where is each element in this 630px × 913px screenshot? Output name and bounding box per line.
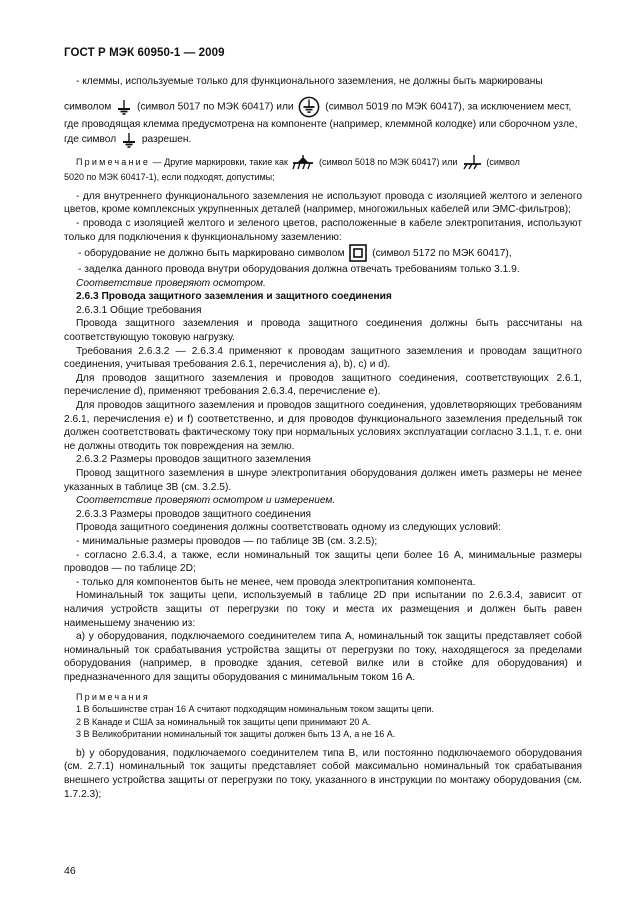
- paragraph: - провода с изоляцией желтого и зеленого цветов, расположенные в кабеле электропитания, используют только для подключения к функциональному заземлению:: [64, 217, 582, 243]
- text: (символ: [486, 157, 520, 168]
- paragraph: [64, 75, 582, 89]
- text: (символ 5018 по МЭК 60417) или: [318, 157, 458, 168]
- text: где символ: [64, 134, 117, 146]
- list-item: - согласно 2.6.3.4, а также, если номинальный ток защиты цепи более 16 А, минимальные размеры проводов — по таблице 2D;: [64, 549, 582, 575]
- subsection-heading: 2.6.3.1 Общие требования: [76, 304, 202, 316]
- protective-earth-symbol-icon: [298, 96, 320, 118]
- paragraph: Для проводов защитного заземления и проводов защитного соединения, соответствующих 2.6.1, перечисление d), применяют требования 2.6.3.4, перечисление e).: [64, 372, 582, 398]
- subsection-heading: 2.6.3.3 Размеры проводов защитного соединения: [76, 508, 312, 520]
- list-item: b) у оборудования, подключаемого соединителем типа В, или постоянно подключаемого оборудования (см. 2.7.1) номинальный ток защиты представляет собой максимально номинальный ток срабатывания внешнего устройства защиты от перегрузки по току, указанного в инструкции по монтажу оборудования (см. 1.7.2.3);: [64, 747, 582, 800]
- note-item: 2 В Канаде и США за номинальный ток защиты цепи принимают 20 А.: [76, 716, 371, 727]
- list-item: - только для компонентов быть не менее, чем провода электропитания компонента.: [76, 576, 476, 588]
- text: — Другие маркировки, такие как: [152, 157, 288, 168]
- note: [64, 154, 582, 171]
- paragraph: - заделка данного провода внутри оборудования должна отвечать требованиям только 3.1.9.: [78, 264, 520, 276]
- document-header: ГОСТ Р МЭК 60950-1 — 2009: [64, 47, 225, 59]
- note-continued: [64, 171, 582, 183]
- paragraph: - для внутреннего функционального заземления не используют провода с изоляцией желтого и зеленого цветов, кроме комплексных укрупненных деталей (например, многожильных кабелей или ЭМС-фильтров);: [64, 190, 582, 216]
- note-item: 3 В Великобритании номинальный ток защиты должен быть 13 А, а не 16 А.: [76, 729, 396, 740]
- list-item: - минимальные размеры проводов — по таблице 3В (см. 3.2.5);: [76, 535, 378, 547]
- page-content: [64, 75, 582, 801]
- frame-chassis-symbol-icon: [292, 154, 314, 171]
- text: (символ 5017 по МЭК 60417) или: [136, 101, 294, 113]
- equipotentiality-symbol-icon: [462, 154, 482, 171]
- earth-symbol-icon: [116, 99, 132, 115]
- note-item: 1 В большинстве стран 16 А считают подходящим номинальным током защиты цепи.: [76, 704, 434, 715]
- paragraph: Провода защитного заземления и провода защитного соединения должны быть рассчитаны на соответствующую токовую нагрузку.: [64, 318, 582, 344]
- note-label: Примечание: [76, 157, 151, 168]
- text: где проводящая клемма предусмотрена на компоненте (например, клеммной колодке) или сборочном узле,: [64, 118, 578, 130]
- text: (символ 5172 по МЭК 60417),: [372, 248, 512, 260]
- double-square-symbol-icon: [349, 244, 367, 262]
- paragraph: Номинальный ток защиты цепи, используемый в таблице 2D при испытании по 2.6.3.4, зависит от наличия устройств защиты от перегрузки по току и места их размещения и должен быть равен наименьшему значению из:: [64, 590, 582, 629]
- notes-label: Примечания: [76, 691, 150, 702]
- paragraph: Провод защитного заземления в шнуре электропитания оборудования должен иметь размеры не менее указанных в таблице 3В (см. 3.2.5).: [64, 468, 582, 493]
- section-heading: 2.6.3 Провода защитного заземления и защитного соединения: [76, 291, 392, 303]
- paragraph: [64, 96, 582, 118]
- text: (символ 5019 по МЭК 60417), за исключением мест,: [325, 101, 572, 113]
- paragraph: [64, 118, 582, 132]
- paragraph: Для проводов защитного заземления и проводов защитного соединения, удовлетворяющих требованиям 2.6.1, перечисления e) и f) соответственно, и для проводов функционального заземления предельный ток должен соответствовать фактическому току при нормальных условиях эксплуатации согласно 3.1.1, т. е. они не должны отводить ток повреждения на землю.: [64, 400, 582, 452]
- subsection-heading: 2.6.3.2 Размеры проводов защитного заземления: [76, 454, 311, 466]
- page-number: 46: [64, 865, 76, 877]
- paragraph: Провода защитного соединения должны соответствовать одному из следующих условий:: [76, 522, 501, 534]
- compliance-statement: Соответствие проверяют осмотром.: [76, 277, 266, 289]
- notes-block: [64, 691, 582, 741]
- paragraph: [64, 244, 582, 263]
- paragraph: [64, 131, 582, 148]
- text: символом: [64, 101, 112, 113]
- list-item: a) у оборудования, подключаемого соединителем типа А, номинальный ток защиты представляет собой номинальный ток срабатывания устройства защиты от перегрузки по току, находящегося за пределами оборудования (например, в проводке здания, сетевой вилке или в стойке для оборудования) и предназначенного для защиты оборудования с минимальным током 16 А.: [64, 631, 582, 683]
- compliance-statement: Соответствие проверяют осмотром и измерением.: [76, 495, 336, 507]
- text: разрешен.: [141, 134, 192, 146]
- earth-symbol-icon: [121, 132, 137, 148]
- text: - оборудование не должно быть маркировано символом: [78, 248, 345, 260]
- text: - клеммы, используемые только для функционального заземления, не должны быть маркированы: [76, 76, 543, 87]
- paragraph: Требования 2.6.3.2 — 2.6.3.4 применяют к проводам защитного заземления и проводам защитного соединения, учитывая требования 2.6.1, перечисления a), b), c) и d).: [64, 345, 582, 371]
- text: 5020 по МЭК 60417-1), если подходят, допустимы;: [64, 172, 275, 183]
